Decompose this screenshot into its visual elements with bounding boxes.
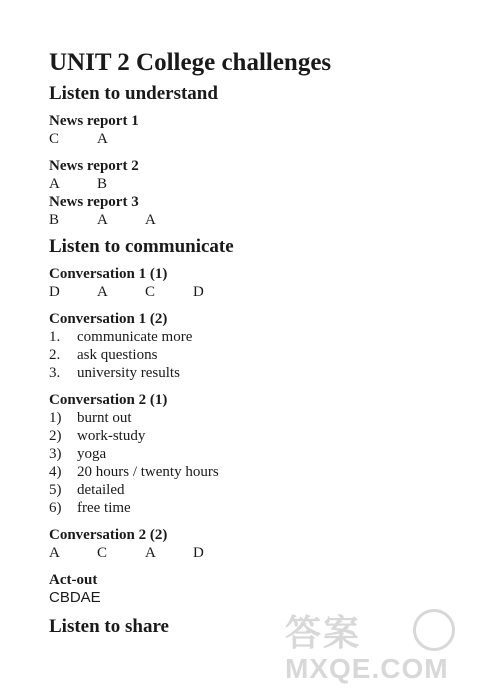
answer-item: B (97, 176, 108, 192)
list-item: 5) detailed (49, 482, 125, 498)
news-report-1-label: News report 1 (49, 113, 139, 129)
conversation-1-1-label: Conversation 1 (1) (49, 266, 168, 282)
answer-page (49, 48, 469, 639)
list-item: 3) yoga (49, 446, 107, 462)
conversation-1-2-label: Conversation 1 (2) (49, 311, 168, 327)
watermark-bottom-text: MXQE.COM (285, 653, 449, 684)
news-report-3-answers (49, 211, 469, 229)
news-report-3-label: News report 3 (49, 194, 139, 210)
news-report-2-label: News report 2 (49, 158, 139, 174)
answer-item: A (97, 284, 108, 300)
list-item: 1) burnt out (49, 410, 132, 426)
conversation-2-2-answers (49, 544, 469, 562)
site-watermark (285, 605, 475, 685)
answer-item: A (145, 212, 156, 228)
answer-item: A (49, 545, 60, 561)
answer-item: D (49, 284, 60, 300)
list-item: 3. university results (49, 365, 180, 381)
conversation-1-1-answers (49, 283, 469, 301)
answer-item: D (193, 284, 204, 300)
news-report-2-answers (49, 175, 469, 193)
watermark-top-text: 答案 (285, 612, 362, 653)
conversation-2-1-label: Conversation 2 (1) (49, 392, 168, 408)
answer-item: A (97, 212, 108, 228)
act-out-label: Act-out (49, 572, 98, 588)
answer-item: A (97, 131, 108, 147)
act-out-answer: CBDAE (49, 589, 101, 606)
page-title: UNIT 2 College challenges (49, 49, 332, 76)
list-item: 1. communicate more (49, 329, 193, 345)
answer-item: D (193, 545, 204, 561)
answer-item: A (145, 545, 156, 561)
answer-item: C (145, 284, 156, 300)
answer-item: B (49, 212, 60, 228)
list-item: 2. ask questions (49, 347, 158, 363)
news-report-1-answers (49, 130, 469, 148)
answer-item: A (49, 176, 60, 192)
conversation-2-2-label: Conversation 2 (2) (49, 527, 168, 543)
list-item: 6) free time (49, 500, 131, 516)
section-heading-understand: Listen to understand (49, 83, 218, 104)
section-heading-share: Listen to share (49, 616, 169, 637)
answer-item: C (49, 131, 60, 147)
answer-item: C (97, 545, 108, 561)
list-item: 4) 20 hours / twenty hours (49, 464, 219, 480)
section-heading-communicate: Listen to communicate (49, 236, 234, 257)
watermark-circle-icon (413, 609, 455, 651)
list-item: 2) work-study (49, 428, 146, 444)
